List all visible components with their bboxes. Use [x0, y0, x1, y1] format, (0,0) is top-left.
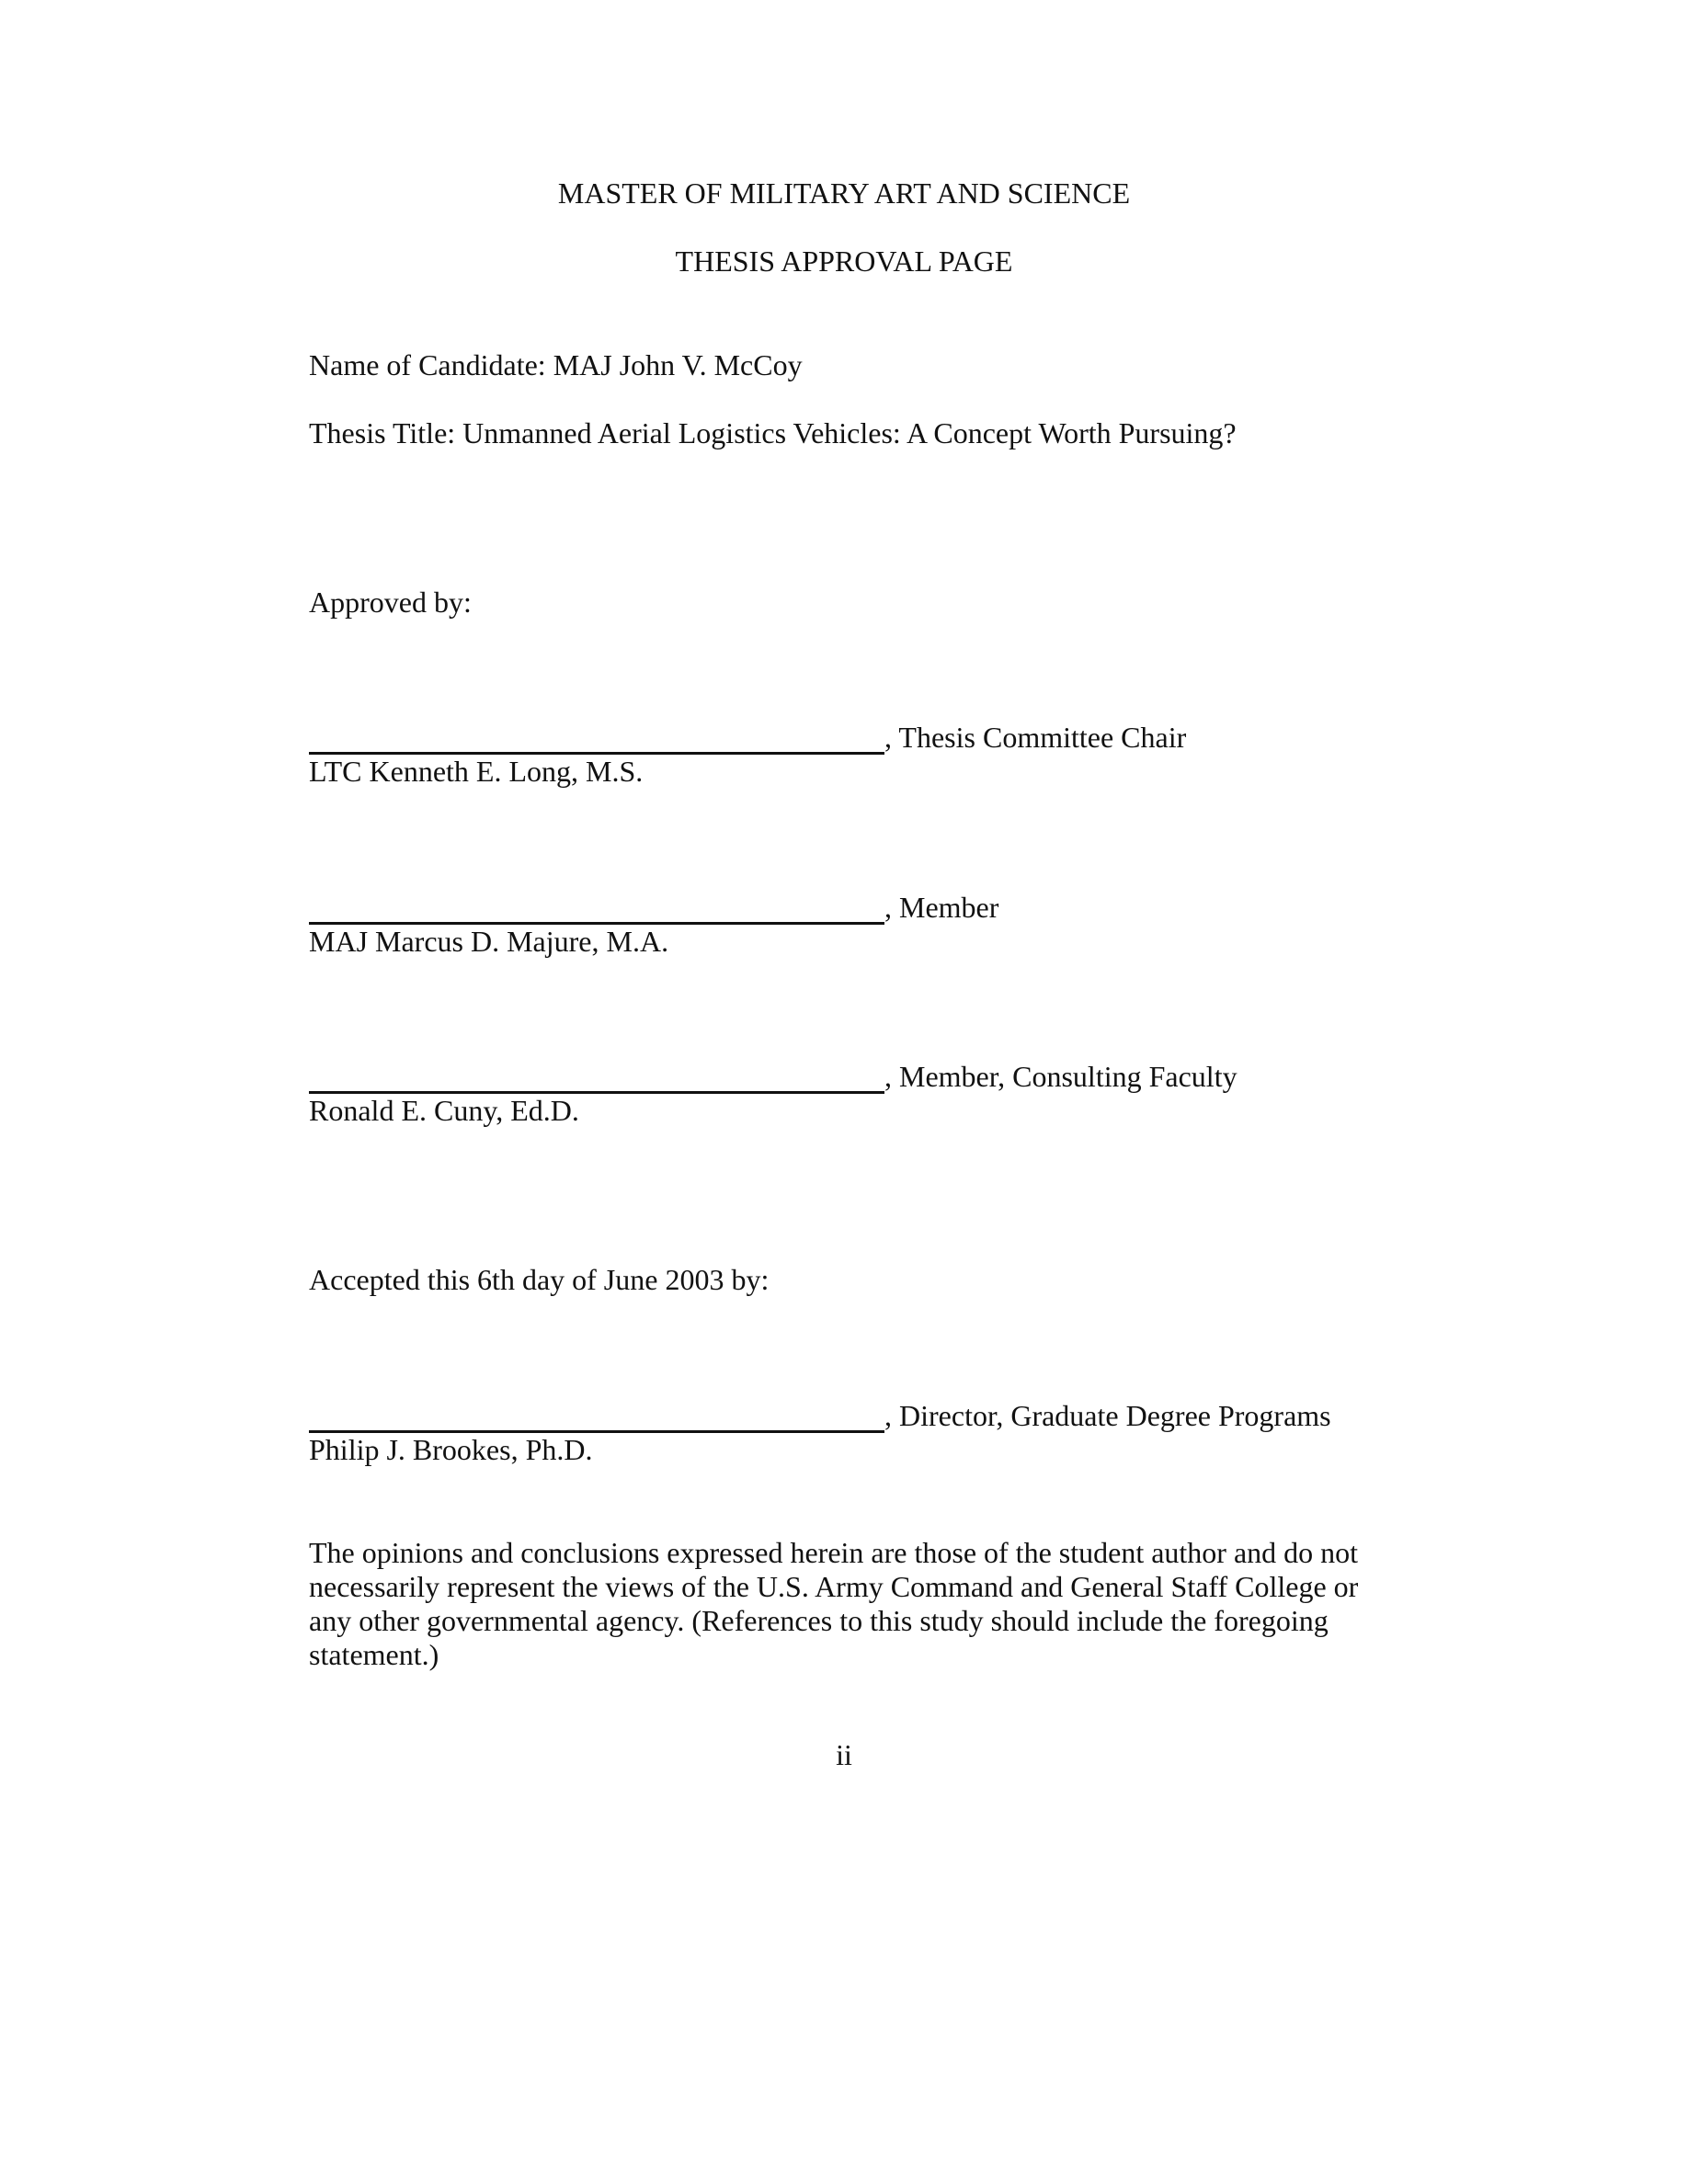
page-number: ii [836, 1738, 852, 1771]
signature-role: , Thesis Committee Chair [884, 721, 1187, 754]
degree-heading: MASTER OF MILITARY ART AND SCIENCE [557, 176, 1131, 210]
signature-role: , Director, Graduate Degree Programs [884, 1399, 1331, 1432]
signature-block-chair [309, 721, 1504, 794]
signatory-name: Ronald E. Cuny, Ed.D. [309, 1094, 579, 1127]
signature-role: , Member [884, 891, 999, 924]
signature-block-director [309, 1399, 1504, 1473]
accepted-date-line: Accepted this 6th day of June 2003 by: [309, 1263, 770, 1296]
signatory-name: LTC Kenneth E. Long, M.S. [309, 755, 644, 788]
disclaimer-paragraph: The opinions and conclusions expressed herein are those of the student author and do not necessarily represent the views of the U.S. Army Command and General Staff College or any other governmental agency. (References to this study should include the foregoing statement.) [309, 1536, 1359, 1671]
signature-line [309, 1399, 884, 1433]
signature-role: , Member, Consulting Faculty [884, 1060, 1237, 1093]
signature-block-member [309, 891, 1504, 964]
approved-by-label: Approved by: [309, 586, 472, 619]
candidate-name-line: Name of Candidate: MAJ John V. McCoy [309, 348, 803, 381]
signature-line [309, 891, 884, 925]
signature-line [309, 721, 884, 755]
page-title: THESIS APPROVAL PAGE [675, 245, 1013, 278]
thesis-title-line: Thesis Title: Unmanned Aerial Logistics Vehicles: A Concept Worth Pursuing? [309, 416, 1237, 449]
signature-block-consulting-faculty [309, 1060, 1504, 1133]
signatory-name: Philip J. Brookes, Ph.D. [309, 1433, 593, 1466]
signatory-name: MAJ Marcus D. Majure, M.A. [309, 925, 669, 958]
signature-line [309, 1060, 884, 1094]
